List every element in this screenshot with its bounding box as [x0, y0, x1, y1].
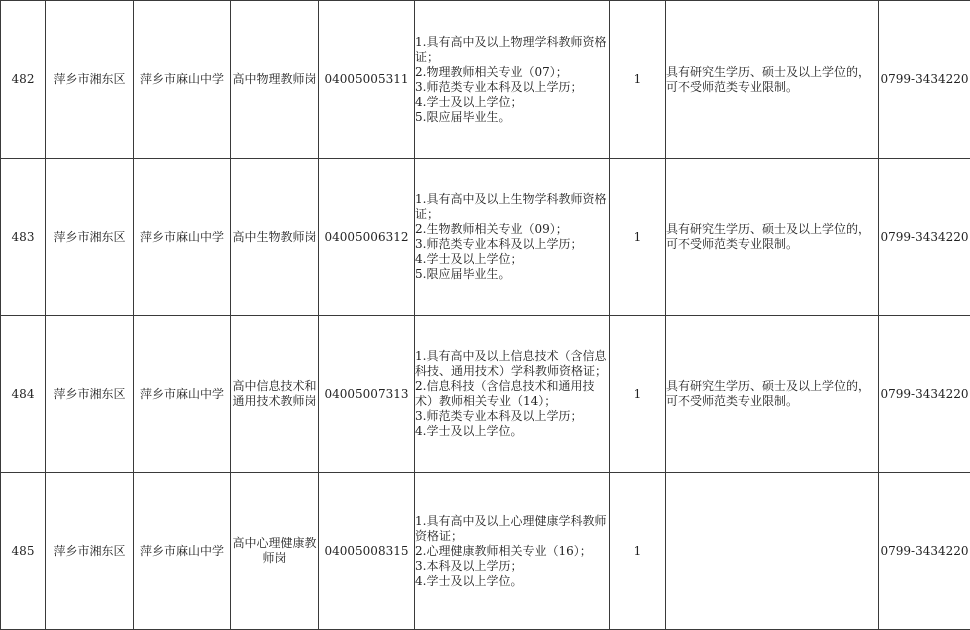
requirement-line: 1.具有高中及以上信息技术（含信息 [415, 349, 607, 363]
requirements-cell [415, 1, 610, 159]
headcount-cell: 1 [610, 473, 666, 630]
district-cell: 萍乡市湘东区 [46, 316, 134, 473]
note-line: 具有研究生学历、硕士及以上学位的， [666, 64, 871, 79]
school-cell: 萍乡市麻山中学 [134, 159, 231, 316]
requirement-line: 2.信息科技（含信息技术和通用技 [415, 379, 595, 393]
requirement-line: 2.生物教师相关专业（09）； [415, 222, 568, 236]
requirements-cell [415, 316, 610, 473]
row-number: 483 [1, 159, 46, 316]
position-code-cell: 04005005311 [319, 1, 415, 159]
requirement-line: 科技、通用技术）学科教师资格证； [415, 364, 608, 378]
district-cell: 萍乡市湘东区 [46, 1, 134, 159]
district-cell: 萍乡市湘东区 [46, 159, 134, 316]
requirement-line: 资格证； [415, 528, 464, 543]
requirement-line: 4.学士及以上学位； [415, 252, 523, 266]
school-cell: 萍乡市麻山中学 [134, 316, 231, 473]
phone-cell: 0799-3434220 [879, 316, 970, 473]
table-row [1, 473, 970, 630]
phone-cell: 0799-3434220 [879, 159, 970, 316]
position-cell: 高中物理教师岗 [231, 1, 319, 159]
table-row [1, 159, 970, 316]
district-cell: 萍乡市湘东区 [46, 473, 134, 630]
row-number: 482 [1, 1, 46, 159]
requirement-line: 3.师范类专业本科及以上学历； [415, 237, 583, 251]
row-number: 485 [1, 473, 46, 630]
headcount-cell: 1 [610, 316, 666, 473]
note-line: 可不受师范类专业限制。 [666, 237, 799, 251]
position-code-cell: 04005006312 [319, 159, 415, 316]
headcount-cell: 1 [610, 159, 666, 316]
table-row [1, 1, 970, 159]
requirement-line: 3.师范类专业本科及以上学历； [415, 409, 583, 423]
requirement-line: 证； [415, 207, 440, 221]
requirement-line: 2.心理健康教师相关专业（16）； [415, 543, 592, 558]
position-code-cell: 04005008315 [319, 473, 415, 630]
requirement-line: 4.学士及以上学位。 [415, 573, 523, 588]
position-cell: 高中生物教师岗 [231, 159, 319, 316]
note-line: 可不受师范类专业限制。 [666, 394, 799, 408]
phone-cell: 0799-3434220 [879, 473, 970, 630]
requirement-line: 5.限应届毕业生。 [415, 109, 511, 124]
headcount-cell: 1 [610, 1, 666, 159]
notes-cell [666, 473, 879, 630]
position-cell: 高中信息技术和 通用技术教师岗 [231, 316, 319, 473]
row-number: 484 [1, 316, 46, 473]
requirement-line: 4.学士及以上学位； [415, 94, 523, 109]
notes-cell [666, 316, 879, 473]
school-cell: 萍乡市麻山中学 [134, 473, 231, 630]
requirement-line: 1.具有高中及以上心理健康学科教师 [415, 513, 607, 528]
requirement-line: 1.具有高中及以上生物学科教师资格 [415, 192, 607, 206]
requirement-line: 5.限应届毕业生。 [415, 267, 511, 281]
notes-cell [666, 159, 879, 316]
position-cell: 高中心理健康教 师岗 [231, 473, 319, 630]
phone-cell: 0799-3434220 [879, 1, 970, 159]
note-line: 具有研究生学历、硕士及以上学位的， [666, 222, 871, 236]
notes-cell [666, 1, 879, 159]
requirements-cell [415, 159, 610, 316]
requirements-cell [415, 473, 610, 630]
requirement-line: 证； [415, 49, 440, 64]
school-cell: 萍乡市麻山中学 [134, 1, 231, 159]
requirement-line: 3.师范类专业本科及以上学历； [415, 79, 583, 94]
table-row [1, 316, 970, 473]
requirement-line: 1.具有高中及以上物理学科教师资格 [415, 34, 607, 49]
requirement-line: 4.学士及以上学位。 [415, 424, 523, 438]
position-code-cell: 04005007313 [319, 316, 415, 473]
requirement-line: 术）教师相关专业（14）； [415, 394, 557, 408]
note-line: 具有研究生学历、硕士及以上学位的， [666, 379, 871, 393]
note-line: 可不受师范类专业限制。 [666, 79, 799, 94]
requirement-line: 2.物理教师相关专业（07）； [415, 64, 568, 79]
requirement-line: 3.本科及以上学历； [415, 558, 523, 573]
